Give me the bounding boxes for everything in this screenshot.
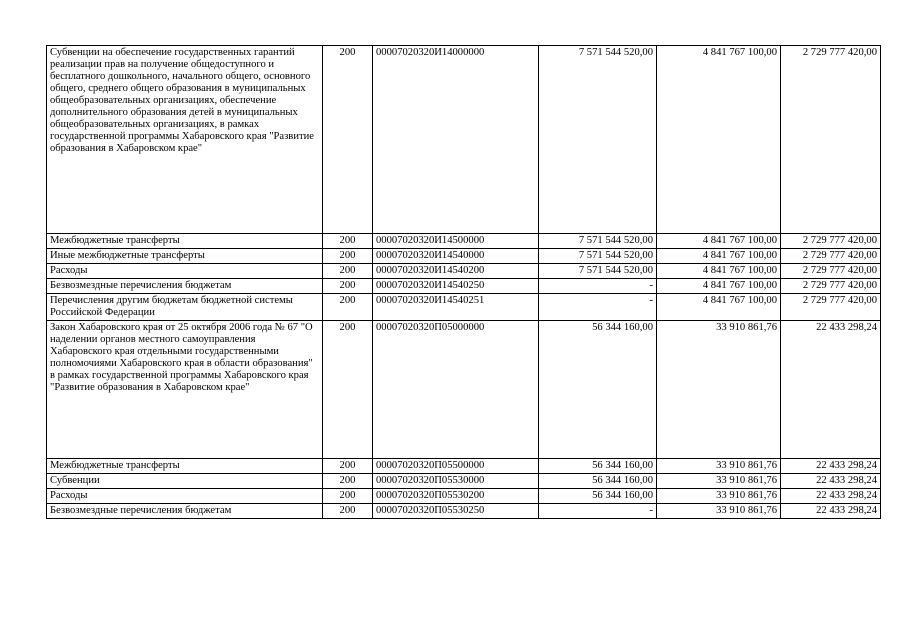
row-csr: 00007020320И14540000 [373, 249, 539, 264]
table-row [47, 234, 881, 249]
row-name: Субвенции на обеспечение государственных гарантий реализации прав на получение общедоступного и бесплатного дошкольного, начального общего, основного общего, среднего общего образования в муниципальных общеобразовательных организациях, обеспечение дополнительного образования детей в муниципальных общеобразовательных организациях, в рамках государственной программы Хабаровского края "Развитие образования в Хабаровском крае" [47, 46, 323, 234]
row-csr: 00007020320И14540250 [373, 279, 539, 294]
row-value-3: 2 729 777 420,00 [781, 234, 881, 249]
row-value-1: 56 344 160,00 [539, 459, 657, 474]
row-code: 200 [323, 459, 373, 474]
row-name: Иные межбюджетные трансферты [47, 249, 323, 264]
row-value-3: 22 433 298,24 [781, 474, 881, 489]
row-name: Расходы [47, 489, 323, 504]
row-csr: 00007020320И14500000 [373, 234, 539, 249]
row-value-3: 22 433 298,24 [781, 489, 881, 504]
row-value-3: 2 729 777 420,00 [781, 46, 881, 234]
row-csr: 00007020320П05530200 [373, 489, 539, 504]
row-value-1: 56 344 160,00 [539, 321, 657, 459]
table-row [47, 504, 881, 519]
row-value-2: 33 910 861,76 [657, 321, 781, 459]
table-row [47, 279, 881, 294]
row-csr: 00007020320И14000000 [373, 46, 539, 234]
row-value-1: 7 571 544 520,00 [539, 249, 657, 264]
row-csr: 00007020320И14540200 [373, 264, 539, 279]
row-code: 200 [323, 321, 373, 459]
row-code: 200 [323, 234, 373, 249]
row-value-2: 33 910 861,76 [657, 474, 781, 489]
row-value-2: 4 841 767 100,00 [657, 294, 781, 321]
row-value-3: 2 729 777 420,00 [781, 264, 881, 279]
row-value-1: - [539, 294, 657, 321]
row-name: Межбюджетные трансферты [47, 459, 323, 474]
row-name: Субвенции [47, 474, 323, 489]
row-value-1: 7 571 544 520,00 [539, 46, 657, 234]
row-code: 200 [323, 474, 373, 489]
row-code: 200 [323, 249, 373, 264]
row-csr: 00007020320П05500000 [373, 459, 539, 474]
row-value-3: 2 729 777 420,00 [781, 249, 881, 264]
row-value-1: - [539, 279, 657, 294]
budget-table [46, 45, 881, 519]
row-name: Безвозмездные перечисления бюджетам [47, 279, 323, 294]
table-row [47, 294, 881, 321]
row-code: 200 [323, 294, 373, 321]
row-value-1: 7 571 544 520,00 [539, 234, 657, 249]
row-name: Перечисления другим бюджетам бюджетной системы Российской Федерации [47, 294, 323, 321]
row-value-2: 4 841 767 100,00 [657, 264, 781, 279]
row-value-2: 4 841 767 100,00 [657, 46, 781, 234]
row-value-1: - [539, 504, 657, 519]
row-code: 200 [323, 504, 373, 519]
table-row [47, 264, 881, 279]
table-row [47, 321, 881, 459]
table-row [47, 249, 881, 264]
row-value-3: 22 433 298,24 [781, 459, 881, 474]
row-value-2: 4 841 767 100,00 [657, 249, 781, 264]
row-value-3: 2 729 777 420,00 [781, 279, 881, 294]
row-value-3: 22 433 298,24 [781, 321, 881, 459]
row-csr: 00007020320П05530000 [373, 474, 539, 489]
table-row [47, 489, 881, 504]
row-value-2: 33 910 861,76 [657, 504, 781, 519]
row-value-2: 4 841 767 100,00 [657, 234, 781, 249]
row-value-1: 56 344 160,00 [539, 489, 657, 504]
row-value-1: 56 344 160,00 [539, 474, 657, 489]
row-csr: 00007020320И14540251 [373, 294, 539, 321]
table-row [47, 474, 881, 489]
row-name: Межбюджетные трансферты [47, 234, 323, 249]
row-value-2: 33 910 861,76 [657, 459, 781, 474]
budget-table-body [47, 46, 881, 519]
row-code: 200 [323, 279, 373, 294]
row-value-3: 2 729 777 420,00 [781, 294, 881, 321]
row-csr: 00007020320П05000000 [373, 321, 539, 459]
row-code: 200 [323, 46, 373, 234]
row-code: 200 [323, 489, 373, 504]
row-name: Расходы [47, 264, 323, 279]
table-row [47, 459, 881, 474]
row-value-2: 33 910 861,76 [657, 489, 781, 504]
row-csr: 00007020320П05530250 [373, 504, 539, 519]
row-value-3: 22 433 298,24 [781, 504, 881, 519]
row-name: Безвозмездные перечисления бюджетам [47, 504, 323, 519]
row-name: Закон Хабаровского края от 25 октября 2006 года № 67 "О наделении органов местного самоуправления Хабаровского края отдельными государственными полномочиями Хабаровского края в области образования" в рамках государственной программы Хабаровского края "Развитие образования в Хабаровском крае" [47, 321, 323, 459]
row-value-2: 4 841 767 100,00 [657, 279, 781, 294]
row-value-1: 7 571 544 520,00 [539, 264, 657, 279]
table-row [47, 46, 881, 234]
row-code: 200 [323, 264, 373, 279]
